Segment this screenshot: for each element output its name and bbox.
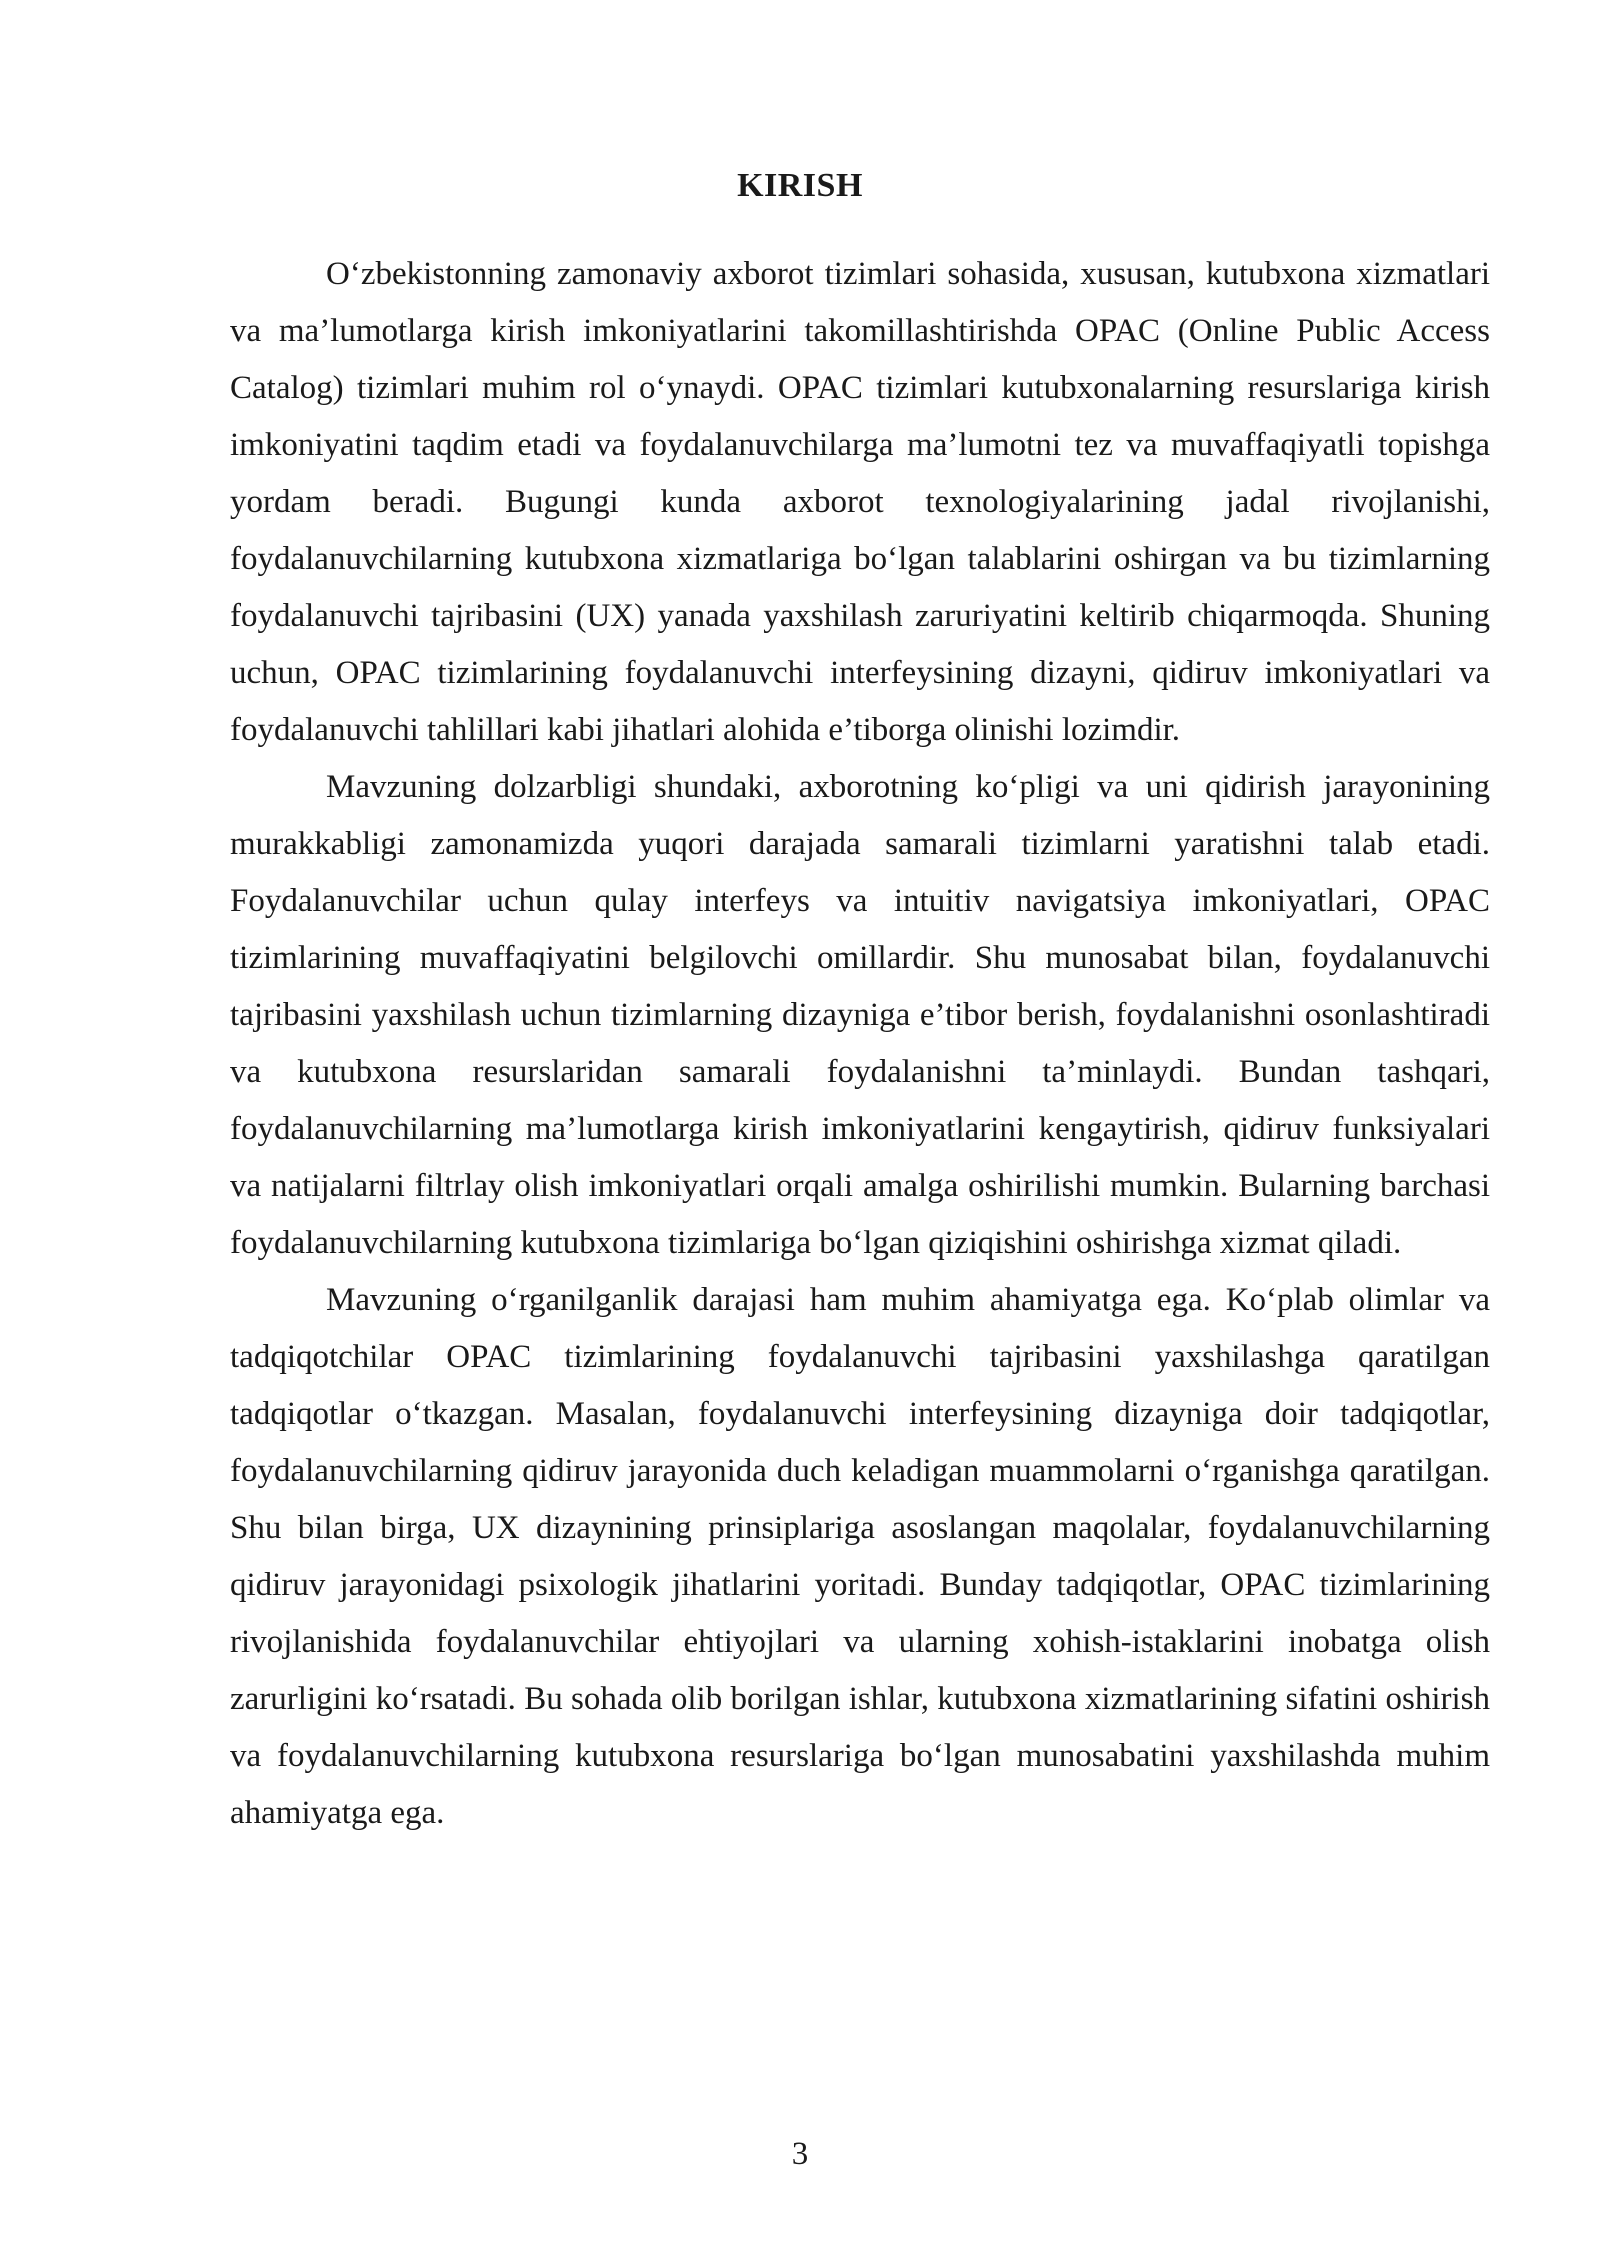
paragraph-relevance: Mavzuning dolzarbligi shundaki, axborotning ko‘pligi va uni qidirish jarayonining murakkabligi zamonamizda yuqori darajada samarali tizimlarni yaratishni talab etadi. Foydalanuvchilar uchun qulay interfeys va intuitiv navigatsiya imkoniyatlari, OPAC tizimlarining muvaffaqiyatini belgilovchi omillardir. Shu munosabat bilan, foydalanuvchi tajribasini yaxshilash uchun tizimlarning dizayniga e’tibor berish, foydalanishni osonlashtiradi va kutubxona resurslaridan samarali foydalanishni ta’minlaydi. Bundan tashqari, foydalanuvchilarning ma’lumotlarga kirish imkoniyatlarini kengaytirish, qidiruv funksiyalari va natijalarni filtrlay olish imkoniyatlari orqali amalga oshirilishi mumkin. Bularning barchasi foydalanuvchilarning kutubxona tizimlariga bo‘lgan qiziqishini oshirishga xizmat qiladi. [230,769,1490,1261]
body-text [230,246,1490,1842]
paragraph-intro: O‘zbekistonning zamonaviy axborot tizimlari sohasida, xususan, kutubxona xizmatlari va ma’lumotlarga kirish imkoniyatlarini takomillashtirishda OPAC (Online Public Access Catalog) tizimlari muhim rol o‘ynaydi. OPAC tizimlari kutubxonalarning resurslariga kirish imkoniyatini taqdim etadi va foydalanuvchilarga ma’lumotni tez va muvaffaqiyatli topishga yordam beradi. Bugungi kunda axborot texnologiyalarining jadal rivojlanishi, foydalanuvchilarning kutubxona xizmatlariga bo‘lgan talablarini oshirgan va bu tizimlarning foydalanuvchi tajribasini (UX) yanada yaxshilash zaruriyatini keltirib chiqarmoqda. Shuning uchun, OPAC tizimlarining foydalanuvchi interfeysining dizayni, qidiruv imkoniyatlari va foydalanuvchi tahlillari kabi jihatlari alohida e’tiborga olinishi lozimdir. [230,256,1490,748]
page-number: 3 [791,2136,809,2172]
paragraph-research-level: Mavzuning o‘rganilganlik darajasi ham muhim ahamiyatga ega. Ko‘plab olimlar va tadqiqotchilar OPAC tizimlarining foydalanuvchi tajribasini yaxshilashga qaratilgan tadqiqotlar o‘tkazgan. Masalan, foydalanuvchi interfeysining dizayniga doir tadqiqotlar, foydalanuvchilarning qidiruv jarayonida duch keladigan muammolarni o‘rganishga qaratilgan. Shu bilan birga, UX dizaynining prinsiplariga asoslangan maqolalar, foydalanuvchilarning qidiruv jarayonidagi psixologik jihatlarini yoritadi. Bunday tadqiqotlar, OPAC tizimlarining rivojlanishida foydalanuvchilar ehtiyojlari va ularning xohish-istaklarini inobatga olish zarurligini ko‘rsatadi. Bu sohada olib borilgan ishlar, kutubxona xizmatlarining sifatini oshirish va foydalanuvchilarning kutubxona resurslariga bo‘lgan munosabatini yaxshilashda muhim ahamiyatga ega. [230,1282,1490,1831]
section-heading: KIRISH [737,167,863,204]
